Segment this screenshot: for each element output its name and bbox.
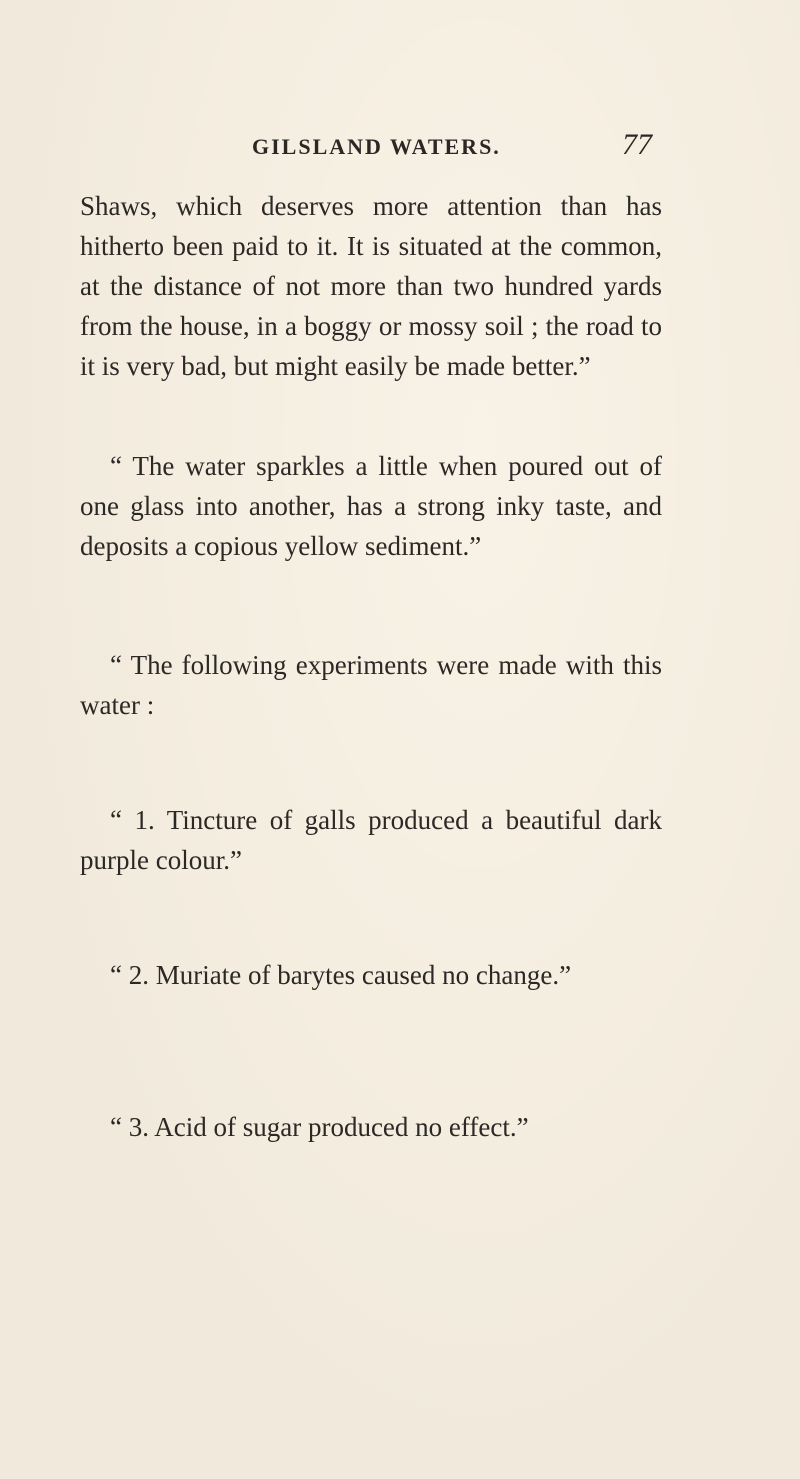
- paragraph-experiments-intro: “ The following experiments were made with this water :: [80, 650, 662, 720]
- paragraph-experiment-3: “ 3. Acid of sugar produced no effect.”: [110, 1112, 529, 1142]
- paragraph-experiment-2: “ 2. Muriate of barytes caused no change.”: [110, 960, 572, 990]
- running-title: GILSLAND WATERS.: [252, 134, 501, 159]
- paragraph-experiment-1: “ 1. Tincture of galls produced a beautiful dark purple colour.”: [80, 805, 662, 875]
- paragraph-water-sparkles: “ The water sparkles a little when poured out of one glass into another, has a strong inky taste, and deposits a copious yellow sediment.”: [80, 451, 662, 561]
- running-head: [252, 128, 652, 168]
- page-number: 77: [622, 128, 652, 161]
- paragraph-shaws: Shaws, which deserves more attention than has hitherto been paid to it. It is situated at the common, at the distance of not more than two hundred yards from the house, in a boggy or mossy soil ; the road to it is very bad, but might easily be made better.”: [80, 191, 662, 381]
